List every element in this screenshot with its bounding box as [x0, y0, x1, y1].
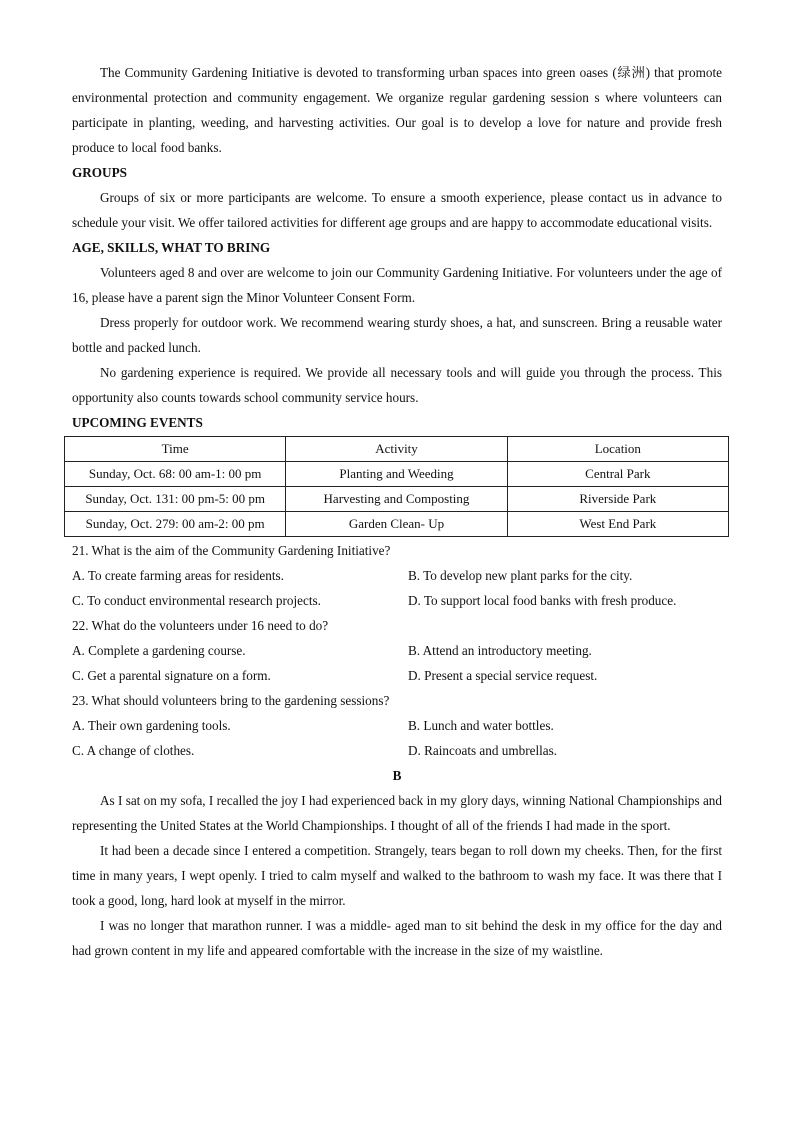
table-cell-location: Central Park — [507, 462, 728, 487]
table-header-time: Time — [65, 437, 286, 462]
question-22-options-row-1 — [72, 638, 722, 663]
groups-paragraph: Groups of six or more participants are welcome. To ensure a smooth experience, please contact us in advance to schedule your visit. We offer tailored activities for different age groups and are happy to accommodate educational visits. — [72, 190, 722, 230]
section-b-paragraph-1: As I sat on my sofa, I recalled the joy I had experienced back in my glory days, winning National Championships and representing the United States at the World Championships. I thought of all of the friends I had made in the sport. — [72, 793, 722, 833]
table-cell-activity: Planting and Weeding — [286, 462, 507, 487]
table-cell-location: West End Park — [507, 512, 728, 537]
question-22-option-c: C. Get a parental signature on a form. — [72, 668, 271, 683]
table-header-activity: Activity — [286, 437, 507, 462]
question-21-options-row-2 — [72, 588, 722, 613]
groups-heading: GROUPS — [72, 165, 127, 180]
question-21-option-b: B. To develop new plant parks for the city. — [408, 568, 633, 583]
events-table — [64, 436, 729, 537]
question-22-stem: 22. What do the volunteers under 16 need to do? — [72, 618, 329, 633]
question-23-option-b: B. Lunch and water bottles. — [408, 718, 554, 733]
question-21-option-d: D. To support local food banks with fresh produce. — [408, 593, 677, 608]
table-row — [65, 487, 729, 512]
age-heading: AGE, SKILLS, WHAT TO BRING — [72, 240, 271, 255]
question-23-option-d: D. Raincoats and umbrellas. — [408, 743, 558, 758]
question-21-stem: 21. What is the aim of the Community Gardening Initiative? — [72, 543, 391, 558]
intro-paragraph: The Community Gardening Initiative is devoted to transforming urban spaces into green oases (绿洲) that promote environmental protection and community engagement. We organize regular gardening session s where volunteers can participate in planting, weeding, and harvesting activities. Our goal is to develop a love for nature and provide fresh produce to local food banks. — [72, 65, 723, 155]
table-row — [65, 462, 729, 487]
age-paragraph-3: No gardening experience is required. We provide all necessary tools and will guide you through the process. This opportunity also counts towards school community service hours. — [72, 365, 722, 405]
age-paragraph-2: Dress properly for outdoor work. We recommend wearing sturdy shoes, a hat, and sunscreen. Bring a reusable water bottle and packed lunch. — [72, 315, 722, 355]
question-22-option-a: A. Complete a gardening course. — [72, 643, 246, 658]
question-21-options-row-1 — [72, 563, 722, 588]
table-cell-time: Sunday, Oct. 131: 00 pm-5: 00 pm — [65, 487, 286, 512]
question-22-options-row-2 — [72, 663, 722, 688]
question-22-option-d: D. Present a special service request. — [408, 668, 598, 683]
table-cell-activity: Harvesting and Composting — [286, 487, 507, 512]
table-cell-time: Sunday, Oct. 68: 00 am-1: 00 pm — [65, 462, 286, 487]
section-b-paragraph-2: It had been a decade since I entered a competition. Strangely, tears began to roll down my cheeks. Then, for the first time in many years, I wept openly. I tried to calm myself and walked to the bathroom to wash my face. It was there that I took a good, long, hard look at myself in the mirror. — [72, 843, 722, 908]
question-21-option-a: A. To create farming areas for residents. — [72, 568, 284, 583]
question-23-option-a: A. Their own gardening tools. — [72, 718, 231, 733]
question-23-option-c: C. A change of clothes. — [72, 743, 195, 758]
question-23-options-row-1 — [72, 713, 722, 738]
document-page — [72, 60, 722, 963]
section-b-paragraph-3: I was no longer that marathon runner. I was a middle- aged man to sit behind the desk in my office for the day and had grown content in my life and appeared comfortable with the increase in the size of my waistline. — [72, 918, 722, 958]
section-b-title: B — [392, 768, 402, 783]
table-cell-time: Sunday, Oct. 279: 00 am-2: 00 pm — [65, 512, 286, 537]
table-header-row — [65, 437, 729, 462]
question-22-option-b: B. Attend an introductory meeting. — [408, 643, 592, 658]
table-row — [65, 512, 729, 537]
table-cell-activity: Garden Clean- Up — [286, 512, 507, 537]
question-23-stem: 23. What should volunteers bring to the gardening sessions? — [72, 693, 390, 708]
events-heading: UPCOMING EVENTS — [72, 415, 203, 430]
question-21-option-c: C. To conduct environmental research projects. — [72, 593, 321, 608]
table-cell-location: Riverside Park — [507, 487, 728, 512]
question-23-options-row-2 — [72, 738, 722, 763]
table-header-location: Location — [507, 437, 728, 462]
age-paragraph-1: Volunteers aged 8 and over are welcome to join our Community Gardening Initiative. For volunteers under the age of 16, please have a parent sign the Minor Volunteer Consent Form. — [72, 265, 722, 305]
